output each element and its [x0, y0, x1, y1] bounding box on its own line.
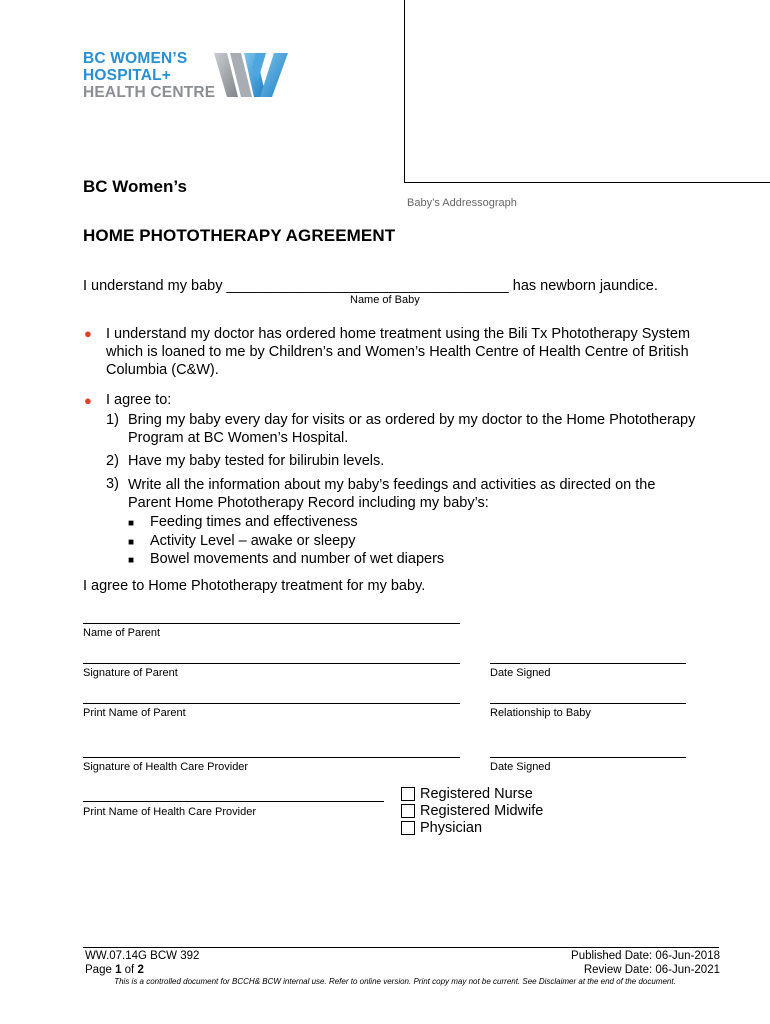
date-signed-label-2: Date Signed	[490, 761, 551, 773]
page-of: of	[121, 964, 138, 976]
intro-suffix: has newborn jaundice.	[512, 278, 658, 294]
page-indicator	[85, 964, 144, 976]
review-date: Review Date: 06-Jun-2021	[583, 964, 720, 976]
page-prefix: Page	[85, 964, 116, 976]
consent-text: I agree to Home Phototherapy treatment for my baby.	[83, 578, 426, 594]
item-number: 1)	[106, 412, 119, 428]
item-line: Write all the information about my baby’s feedings and activities as directed on the	[128, 477, 656, 493]
physician-label: Physician	[420, 820, 483, 836]
sub-item-text: Bowel movements and number of wet diapers	[150, 551, 445, 567]
item-line: Parent Home Phototherapy Record including my baby’s:	[128, 495, 489, 511]
intro-prefix: I understand my baby	[83, 278, 223, 294]
print-name-hcp-label: Print Name of Health Care Provider	[83, 806, 257, 818]
name-of-parent-line[interactable]	[83, 623, 460, 624]
item-line: Bring my baby every day for visits or as ordered by my doctor to the Home Phototherapy	[128, 412, 696, 428]
intro-line	[83, 278, 658, 294]
registered-nurse-label: Registered Nurse	[420, 786, 533, 802]
page-number: 1	[115, 964, 122, 976]
numbered-item-3-text	[128, 476, 748, 512]
baby-name-label: Name of Baby	[350, 294, 420, 306]
date-signed-line-2[interactable]	[490, 757, 686, 758]
document-title: HOME PHOTOTHERAPY AGREEMENT	[83, 226, 396, 245]
signature-hcp-label: Signature of Health Care Provider	[83, 761, 249, 773]
sub-item	[128, 514, 444, 533]
registered-midwife-checkbox[interactable]	[401, 804, 415, 818]
sub-item-text: Feeding times and effectiveness	[150, 514, 358, 530]
numbered-item-2-text: Have my baby tested for bilirubin levels.	[128, 453, 385, 469]
date-signed-label: Date Signed	[490, 667, 551, 679]
published-date: Published Date: 06-Jun-2018	[571, 950, 720, 962]
square-bullet-icon: ■	[128, 555, 135, 566]
signature-of-parent-line[interactable]	[83, 663, 460, 664]
numbered-item-1-text	[128, 411, 748, 447]
bullet-1-text	[106, 325, 746, 379]
page-total: 2	[137, 964, 144, 976]
addressograph-box	[404, 0, 770, 183]
date-signed-line[interactable]	[490, 663, 686, 664]
sub-item-list	[128, 514, 444, 570]
sub-item	[128, 533, 444, 552]
footer-code: WW.07.14G BCW 392	[85, 950, 200, 962]
logo-line-3: HEALTH CENTRE	[83, 84, 216, 101]
signature-hcp-line[interactable]	[83, 757, 460, 758]
bullet-2-text: I agree to:	[106, 392, 172, 408]
square-bullet-icon: ■	[128, 536, 135, 548]
print-name-parent-line[interactable]	[83, 703, 460, 704]
item-line: Program at BC Women’s Hospital.	[128, 430, 349, 446]
sub-item-text: Activity Level – awake or sleepy	[150, 532, 356, 549]
name-of-parent-label: Name of Parent	[83, 627, 161, 639]
bullet-icon: ●	[84, 326, 92, 341]
signature-of-parent-label: Signature of Parent	[83, 667, 178, 679]
physician-checkbox[interactable]	[401, 821, 415, 835]
bullet-1-line: which is loaned to me by Children’s and Women’s Health Centre of Health Centre of British	[106, 344, 689, 360]
baby-name-field[interactable]: ___________________________________	[226, 278, 509, 294]
relationship-line[interactable]	[490, 703, 686, 704]
relationship-label: Relationship to Baby	[490, 707, 591, 719]
sub-item	[128, 551, 444, 570]
logo-line-2: HOSPITAL+	[83, 67, 172, 84]
w-logo-mark-icon	[214, 50, 292, 100]
hospital-logo-text	[83, 50, 215, 101]
numbered-item-3: 3)	[106, 476, 119, 492]
registered-midwife-label: Registered Midwife	[420, 803, 544, 819]
bullet-1-line: Columbia (C&W).	[106, 362, 219, 378]
footer-disclaimer: This is a controlled document for BCCH& BCW internal use. Refer to online version. Print copy may not be current. See Disclaimer at the end of the document.	[114, 977, 676, 986]
numbered-item-1	[106, 411, 119, 429]
print-name-parent-label: Print Name of Parent	[83, 707, 186, 719]
bullet-icon: ●	[84, 393, 92, 408]
registered-nurse-checkbox[interactable]	[401, 787, 415, 801]
square-bullet-icon: ■	[128, 518, 135, 529]
bullet-1-line: I understand my doctor has ordered home treatment using the Bili Tx Phototherapy System	[106, 326, 691, 342]
logo-line-1: BC WOMEN’S	[83, 50, 188, 67]
print-name-hcp-line[interactable]	[83, 801, 384, 802]
numbered-item-2: 2)	[106, 453, 119, 469]
org-name: BC Women’s	[83, 177, 187, 196]
footer-divider	[83, 947, 719, 948]
addressograph-label: Baby’s Addressograph	[407, 197, 517, 209]
